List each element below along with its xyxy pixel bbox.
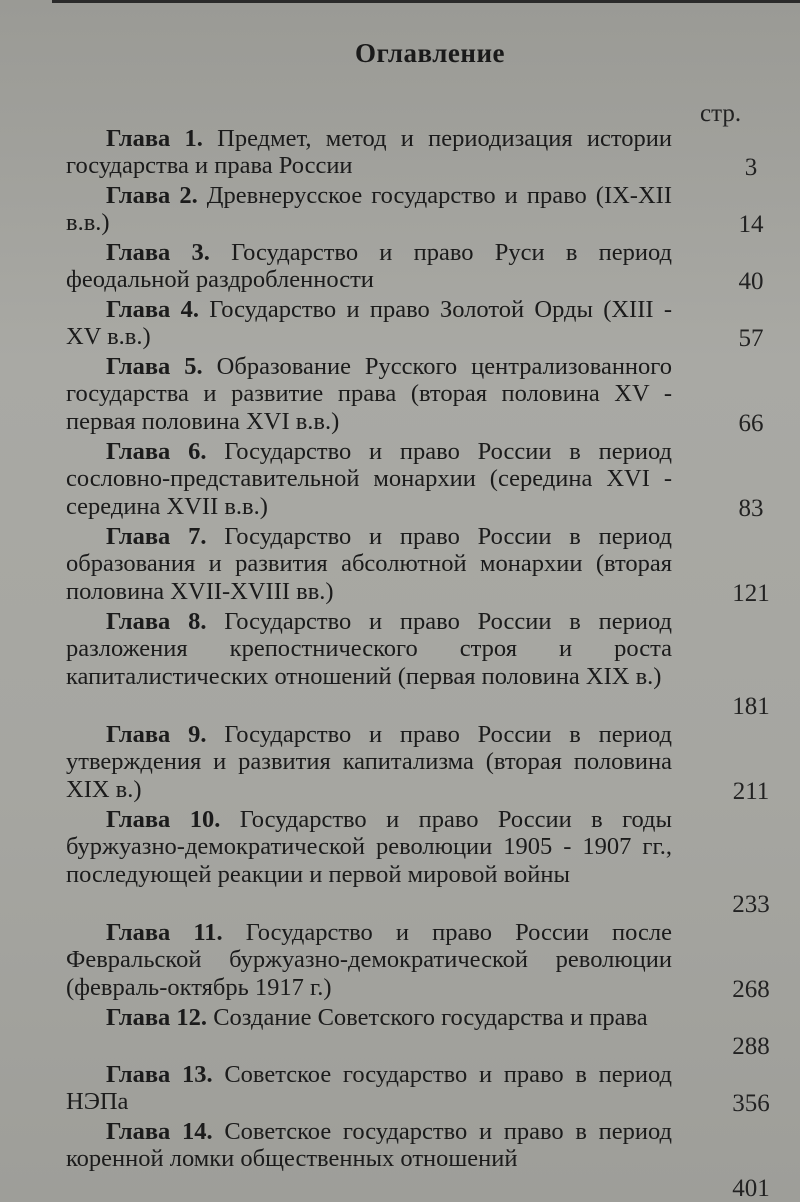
chapter-label: Глава 14. [106,1118,213,1145]
chapter-label: Глава 3. [106,239,210,266]
toc-entry [66,239,764,295]
page-number: 401 [732,1175,770,1202]
chapter-title: Государство и право России в период разложения крепостнического строя и роста капиталистических отношений (первая половина XIX в.) [66,608,672,690]
page-number: 66 [738,410,764,437]
toc-entry [66,1118,770,1202]
chapter-label: Глава 8. [106,608,207,635]
page-number: 3 [744,154,758,181]
chapter-label: Глава 6. [106,438,207,465]
chapter-label: Глава 4. [106,296,199,323]
chapter-title: Государство и право России в годы буржуазно-демократической революции 1905 - 1907 гг., последующей реакции и первой мировой войны [66,806,672,888]
page-number: 40 [738,268,764,295]
page-number: 57 [738,325,764,352]
chapter-title: Государство и право Золотой Орды (XIII - XV в.в.) [66,296,672,351]
chapter-label: Глава 12. [106,1004,208,1031]
chapter-title: Образование Русского централизованного государства и развитие права (вторая половина XV - первая половина XVI в.в.) [66,353,672,435]
top-rule [52,0,800,3]
page-number: 121 [732,580,770,607]
chapter-title: Государство и право Руси в период феодальной раздробленности [66,239,672,294]
pages-column-label: стр. [700,100,742,127]
page-number: 181 [732,693,770,720]
toc-entry [66,806,770,918]
chapter-label: Глава 7. [106,523,207,550]
chapter-title: Государство и право России в период утверждения и развития капитализма (вторая половина XIX в.) [66,721,672,803]
page-number: 14 [738,211,764,238]
chapter-title: Создание Советского государства и права [207,1004,648,1031]
chapter-label: Глава 10. [106,806,221,833]
chapter-title: Государство и право России в период сословно-представительной монархии (середина XVI - середина XVII в.в.) [66,438,672,520]
chapter-label: Глава 13. [106,1061,213,1088]
chapter-label: Глава 2. [106,182,198,209]
toc-entry [66,125,758,181]
toc-entry [66,1061,770,1117]
chapter-label: Глава 9. [106,721,207,748]
chapter-title: Государство и право России после Февральской буржуазно-демократической революции (февраль-октябрь 1917 г.) [66,919,672,1001]
chapter-title: Советское государство и право в период коренной ломки общественных отношений [66,1118,672,1173]
chapter-title: Государство и право России в период образования и развития абсолютной монархии (вторая половина XVII-XVIII вв.) [66,523,672,605]
page-number: 288 [732,1033,770,1060]
page-number: 83 [738,495,764,522]
toc-entry [66,182,764,238]
page-number: 211 [732,778,770,805]
chapter-label: Глава 11. [106,919,223,946]
toc-entry [66,608,770,720]
page-number: 356 [732,1090,770,1117]
chapter-label: Глава 5. [106,353,203,380]
toc-entry [66,438,764,522]
toc-entry [66,721,770,805]
toc-entry [66,296,764,352]
chapter-title: Древнерусское государство и право (IX-XII в.в.) [66,182,672,237]
page-number: 268 [732,976,770,1003]
toc-entry [66,523,770,607]
chapter-title: Предмет, метод и периодизация истории государства и права России [66,125,672,180]
toc-entry [66,1004,770,1060]
chapter-label: Глава 1. [106,125,203,152]
toc-entry [66,353,764,437]
table-of-contents [66,125,770,1202]
toc-entry [66,919,770,1003]
page-number: 233 [732,891,770,918]
page-title: Оглавление [355,38,505,68]
chapter-title: Советское государство и право в период НЭПа [66,1061,672,1116]
